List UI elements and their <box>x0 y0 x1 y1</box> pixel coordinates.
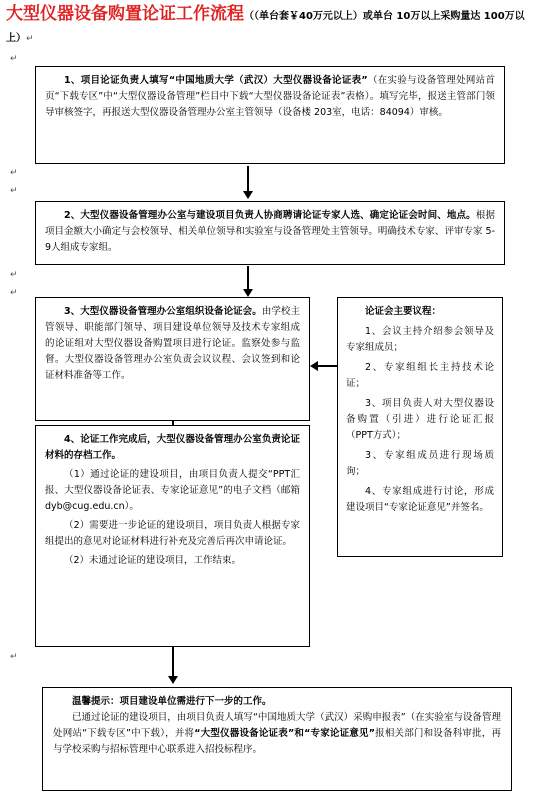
arrow-down-icon <box>243 289 253 297</box>
page-title: 大型仪器设备购置论证工作流程 <box>6 4 244 24</box>
arrow-line <box>172 647 174 677</box>
arrow-left-icon <box>310 361 318 371</box>
agenda-item: 3、项目负责人对大型仪器设备购置（引进）进行论证汇报（PPT方式）； <box>346 398 494 441</box>
step1-text <box>45 73 495 121</box>
agenda-item: 3、专家组成员进行现场质询； <box>346 450 494 477</box>
step4-box <box>35 425 310 647</box>
agenda-title: 论证会主要议程： <box>365 306 442 317</box>
agenda-item: 1、会议主持介绍参会领导及专家组成员； <box>346 326 494 353</box>
step3-body: 由学校主管领导、职能部门领导、项目建设单位领导及技术专家组成的论证组对大型仪器设备购置项目进行论证。监察处参与监督。大型仪器设备管理办公室负责会议议程、会议签到和论证材料准备等工作。 <box>45 306 300 381</box>
step3-box <box>35 297 310 421</box>
arrow-line <box>247 266 249 290</box>
paragraph-mark: ↵ <box>10 270 18 280</box>
tip-box <box>42 687 512 791</box>
agenda-item: 2、专家组组长主持技术论证； <box>346 362 494 389</box>
agenda-box <box>337 297 503 557</box>
paragraph-mark: ↵ <box>10 168 18 178</box>
paragraph-mark: ↵ <box>10 186 18 196</box>
arrow-down-icon <box>168 676 178 684</box>
arrow-line <box>318 365 337 367</box>
page-title-block <box>6 3 534 50</box>
step4-item: （2）未通过论证的建设项目，工作结束。 <box>64 555 242 566</box>
step2-text <box>45 208 495 256</box>
step2-box <box>35 201 505 265</box>
paragraph-mark: ↵ <box>10 54 18 64</box>
page-subtitle: （（单台套￥40万元以上）或单台 10万以上采购量达 100万以上） <box>6 11 525 44</box>
step2-heading: 2、大型仪器设备管理办公室与建设项目负责人协商聘请论证专家人选、确定论证会时间、地点。 <box>64 210 476 221</box>
arrow-down-icon <box>243 191 253 199</box>
step3-text <box>45 304 300 384</box>
tip-body-bold: “大型仪器设备论证表”和“专家论证意见” <box>194 728 375 739</box>
paragraph-mark: ↵ <box>10 652 18 662</box>
step4-item: （2）需要进一步论证的建设项目，项目负责人根据专家组提出的意见对论证材料进行补充及完善后再次申请论证。 <box>45 520 300 547</box>
paragraph-mark: ↵ <box>10 288 18 298</box>
step1-box <box>35 66 505 164</box>
step3-heading: 3、大型仪器设备管理办公室组织设备论证会。 <box>64 306 262 317</box>
tip-body-a: 已通过论证的建设项目，由项目负责人填写“中国地质大学（武汉）采购申报表”（在实验室与设备管理处网站“下载专区”中下载），并将 <box>53 712 501 739</box>
tip-text <box>53 710 501 758</box>
arrow-line <box>247 166 249 192</box>
step2-body: 根据项目金额大小确定与会校领导、相关单位领导和实验室与设备管理处主管领导。明确技术专家、评审专家 5-9人组成专家组。 <box>45 210 495 253</box>
tip-heading: 温馨提示：项目建设单位需进行下一步的工作。 <box>72 696 272 707</box>
step4-item: （1）通过论证的建设项目，由项目负责人提交“PPT汇报、大型仪器设备论证表、专家论证意见”的电子文档（邮箱 dyb@cug.edu.cn）。 <box>45 469 300 512</box>
tip-body-c: 报相关部门和设备科审批，再与学校采购与招标管理中心联系进入招投标程序。 <box>53 728 501 755</box>
step1-heading: 1、项目论证负责人填写“中国地质大学（武汉）大型仪器设备论证表” <box>64 75 368 86</box>
step4-heading: 4、论证工作完成后，大型仪器设备管理办公室负责论证材料的存档工作。 <box>45 434 300 461</box>
paragraph-mark: ↵ <box>26 34 34 44</box>
agenda-item: 4、专家组成进行讨论，形成建设项目“专家论证意见”并签名。 <box>346 486 494 513</box>
step1-body: （在实验与设备管理处网站首页“下载专区”中“大型仪器设备管理”栏目中下载“大型仪器设备论证表”表格）。填写完毕，报送主管部门领导审核签字，再报送大型仪器设备管理办公室主管领导（设备楼 203室，电话：84094）审核。 <box>45 75 495 118</box>
